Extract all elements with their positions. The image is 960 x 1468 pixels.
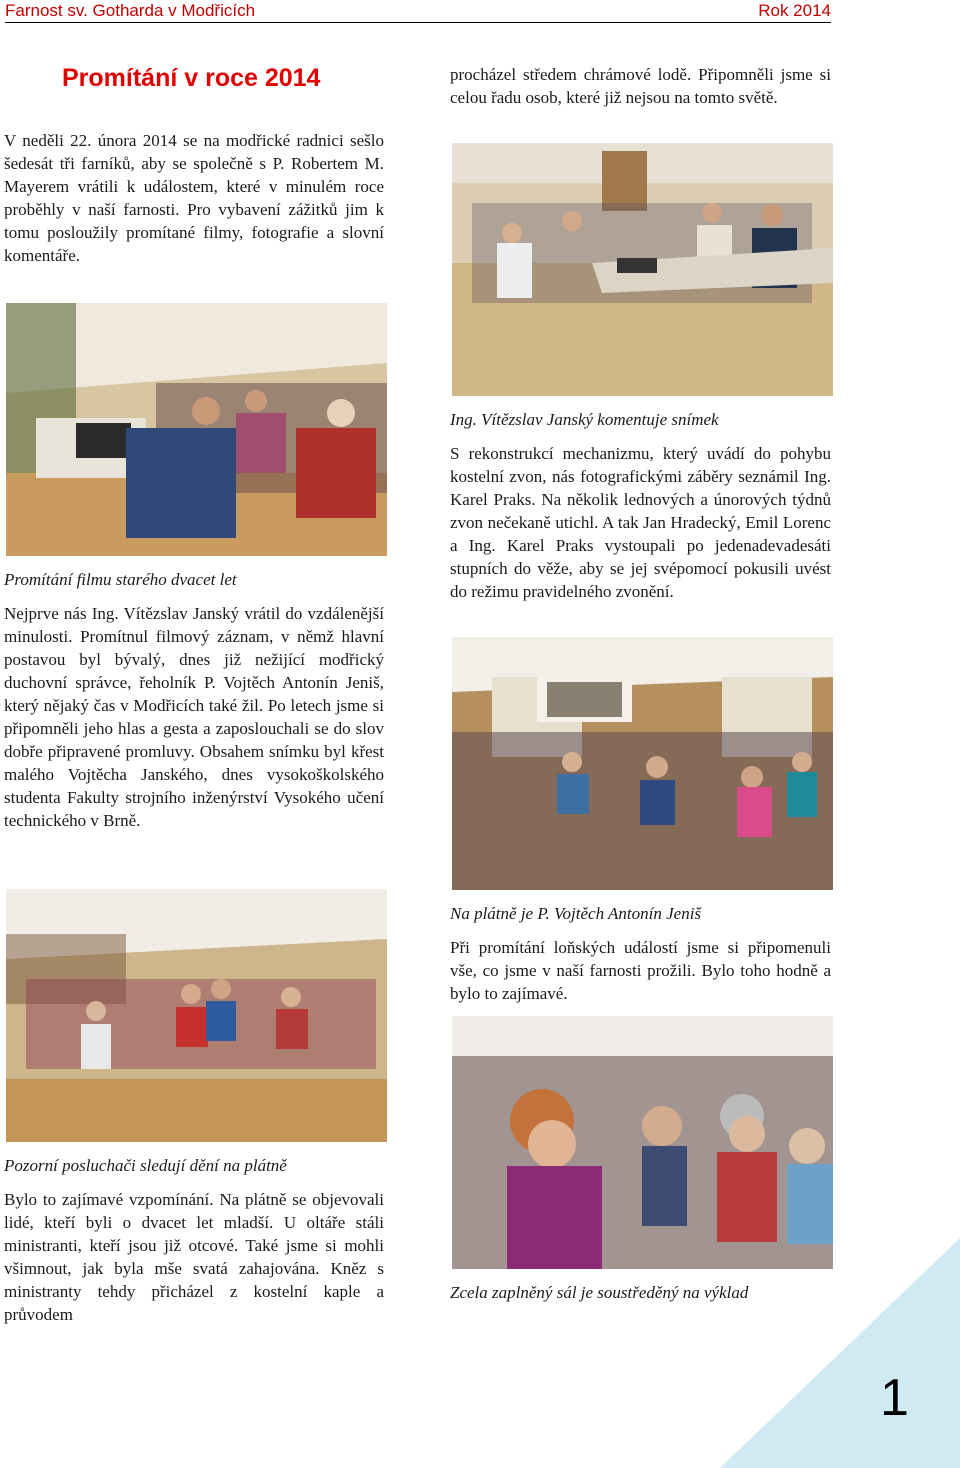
intro-paragraph: V neděli 22. února 2014 se na modřické radnici sešlo šedesát tři farníků, aby se společně s P. Robertem M. Mayerem vrátili k událostem, které v minulém roce proběhly v naší farnosti. Pro vybavení zážitků jim k tomu posloužily promítané filmy, fotografie a slovní komentáře. (4, 131, 384, 265)
page-header (5, 0, 831, 23)
paragraph-bell: S rekonstrukcí mechanizmu, který uvádí do pohybu kostelní zvon, nás fotografickými záběry seznámil Ing. Karel Praks. Na několik lednových a únorových týdnů zvon nečekaně utichl. A tak Jan Hradecký, Emil Lorenc a Ing. Karel Praks vystoupali po jedenadevadesáti stupních do věže, aby se jej svépomocí pokusili uvést do režimu pravidelného zvonění. (450, 444, 831, 601)
article-title: Promítání v roce 2014 (62, 64, 321, 92)
paragraph-summary: Při promítání loňských událostí jsme si připomenuli vše, co jsme v naší farnosti prožili. Bylo toho hodně a bylo to zajímavé. (450, 938, 831, 1003)
paragraph-old-film: Nejprve nás Ing. Vítězslav Janský vrátil do vzdálenější minulosti. Promítnul filmový záznam, v němž hlavní postavou byl bývalý, dnes již nežijící modřický duchovní správce, řeholník P. Vojtěch Antonín Jeniš, který nějaký čas v Modřicích také žil. Po letech jsme si připomněli jeho hlas a gesta a zaposlouchali se do slov dobře připravené promluvy. Obsahem snímku byl křest malého Vojtěcha Janského, dnes vysokoškolského studenta Fakulty strojního inženýrství Vysokého učení technického v Brně. (4, 604, 384, 830)
audience-photo (6, 889, 387, 1142)
caption-screen: Na plátně je P. Vojtěch Antonín Jeniš (450, 904, 702, 923)
screen-photo (452, 637, 833, 890)
presenter-photo (452, 143, 833, 396)
paragraph-continued: procházel středem chrámové lodě. Připomněli jsme si celou řadu osob, které již nejsou na tomto světě. (450, 65, 831, 107)
header-year: Rok 2014 (758, 1, 831, 20)
header-parish: Farnost sv. Gotharda v Modřicích (5, 1, 256, 20)
full-hall-photo (452, 1016, 833, 1269)
projection-photo (6, 303, 387, 556)
caption-projection: Promítání filmu starého dvacet let (4, 570, 237, 589)
page-number: 1 (880, 1369, 909, 1427)
caption-audience: Pozorní posluchači sledují dění na plátně (4, 1156, 287, 1175)
paragraph-memories: Bylo to zajímavé vzpomínání. Na plátně se objevovali lidé, kteří byli o dvacet let mladší. U oltáře stáli ministranti, kteří jsou již otcové. Také jsme si mohli všimnout, jak byla mše svatá zahajována. Kněz s ministranty tehdy přicházel z kostelní kaple a průvodem (4, 1190, 384, 1324)
caption-full-hall: Zcela zaplněný sál je soustředěný na výklad (450, 1283, 749, 1302)
corner-decoration (720, 1238, 960, 1468)
caption-presenter: Ing. Vítězslav Janský komentuje snímek (450, 410, 719, 429)
